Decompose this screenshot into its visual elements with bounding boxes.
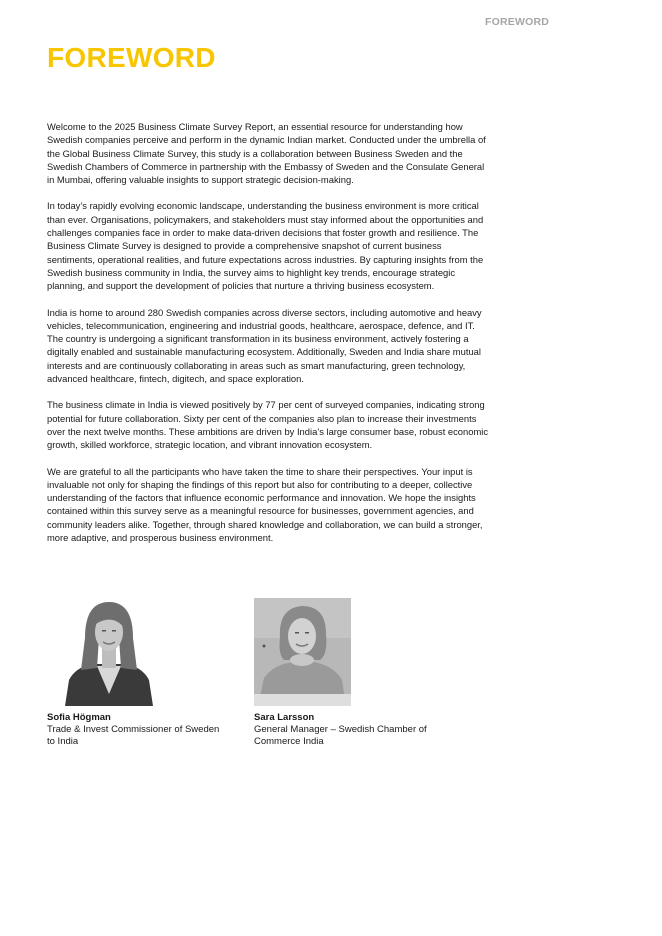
- signatory-1: [47, 598, 247, 747]
- signatory-name: Sara Larsson: [254, 712, 315, 723]
- signatory-2: [254, 598, 454, 747]
- page-title: FOREWORD: [47, 42, 216, 73]
- portrait-photo-2: [254, 598, 351, 706]
- signatory-name: Sofia Högman: [47, 712, 111, 723]
- paragraph-landscape: In today’s rapidly evolving economic landscape, understanding the business environment is more critical than ever. Organisations, policymakers, and stakeholders must stay informed about the opportunities and challenges companies face in order to make data-driven decisions that foster growth and resilience. The Business Climate Survey is designed to provide a comprehensive snapshot of current business sentiments, operational realities, and future expectations across industries. By capturing insights from the Swedish business community in India, the survey aims to highlight key trends, encourage strategic planning, and support the development of policies that nurture a thriving business ecosystem.: [47, 200, 484, 292]
- signatory-title: General Manager – Swedish Chamber of Commerce India: [254, 724, 427, 747]
- paragraph-business-climate: The business climate in India is viewed positively by 77 per cent of surveyed companies, indicating strong potential for future collaboration. Sixty per cent of the companies also plan to increase their investments over the next twelve months. These ambitions are driven by India’s large consumer base, robust economic growth, skilled workforce, strategic location, and vibrant innovation ecosystem.: [47, 399, 489, 451]
- signatory-title: Trade & Invest Commissioner of Sweden to India: [47, 724, 220, 747]
- paragraph-india-presence: India is home to around 280 Swedish companies across diverse sectors, including automotive and heavy vehicles, telecommunication, engineering and industrial goods, healthcare, aerospace, defence, and IT. The country is undergoing a significant transformation in its business environment, actively fostering a digitally enabled and sustainable manufacturing ecosystem. Additionally, Sweden and India share mutual interests and are continuously collaborating in areas such as smart manufacturing, green technology, advanced healthcare, fintech, digitech, and space exploration.: [47, 306, 482, 385]
- paragraph-gratitude: We are grateful to all the participants who have taken the time to share their perspectives. Your input is invaluable not only for shaping the findings of this report but also for contributing to a deeper, collective understanding of the factors that influence economic performance and innovation. We hope the insights contained within this survey serve as a meaningful resource for businesses, government agencies, and community leaders alike. Together, through shared knowledge and collaboration, we can build a stronger, more adaptive, and prosperous business environment.: [47, 465, 483, 544]
- running-header: FOREWORD: [485, 16, 550, 28]
- paragraph-intro: Welcome to the 2025 Business Climate Survey Report, an essential resource for understanding how Swedish companies perceive and perform in the dynamic Indian market. Conducted under the umbrella of the Global Business Climate Survey, this study is a collaboration between Business Sweden and the Swedish Chambers of Commerce in partnership with the Embassy of Sweden and the Consulate General in Mumbai, offering valuable insights to support strategic decision-making.: [47, 121, 486, 186]
- portrait-photo-1: [57, 598, 161, 706]
- foreword-body: [47, 120, 489, 557]
